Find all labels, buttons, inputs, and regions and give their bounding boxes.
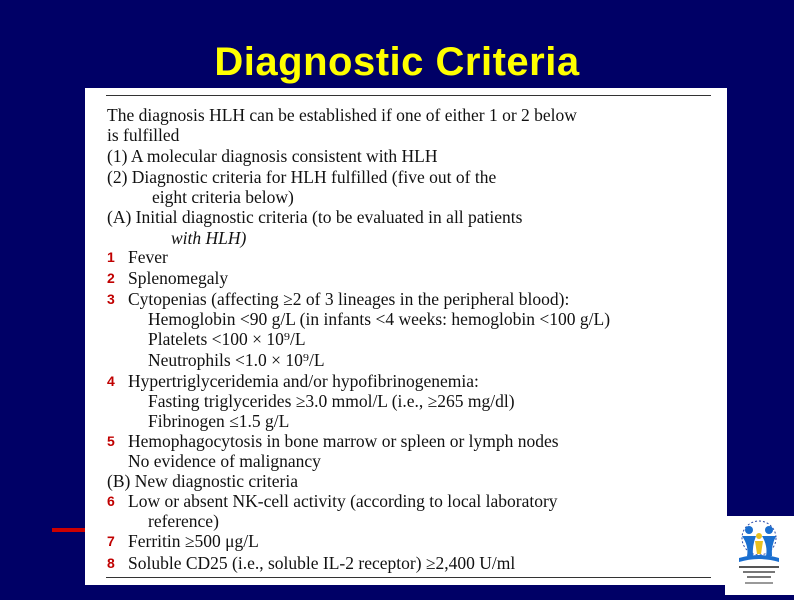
criteria-line: is fulfilled — [107, 125, 180, 145]
criterion-number: 6 — [107, 493, 115, 509]
criteria-line: The diagnosis HLH can be established if one of either 1 or 2 below — [107, 105, 577, 125]
criteria-line: Cytopenias (affecting ≥2 of 3 lineages in the peripheral blood): — [128, 289, 570, 309]
criteria-line: Ferritin ≥500 μg/L — [128, 531, 259, 551]
criteria-line: reference) — [148, 511, 219, 531]
criterion-number: 3 — [107, 291, 115, 307]
criteria-line: (2) Diagnostic criteria for HLH fulfilled (five out of the — [107, 167, 497, 187]
top-rule — [106, 95, 711, 96]
criteria-panel — [85, 88, 727, 585]
criteria-line: No evidence of malignancy — [128, 451, 321, 471]
criteria-line: Soluble CD25 (i.e., soluble IL-2 receptor) ≥2,400 U/ml — [128, 553, 516, 573]
criteria-line: (B) New diagnostic criteria — [107, 471, 298, 491]
criteria-line: Hemophagocytosis in bone marrow or spleen or lymph nodes — [128, 431, 559, 451]
criteria-line: Platelets <100 × 10⁹/L — [148, 329, 306, 349]
bottom-rule — [106, 577, 711, 578]
criterion-number: 7 — [107, 533, 115, 549]
slide-title: Diagnostic Criteria — [214, 40, 580, 84]
criteria-line: (A) Initial diagnostic criteria (to be evaluated in all patients — [107, 207, 523, 227]
criterion-number: 2 — [107, 270, 115, 286]
criteria-line: eight criteria below) — [152, 187, 294, 207]
criterion-number: 4 — [107, 373, 115, 389]
criteria-line: Hypertriglyceridemia and/or hypofibrinogenemia: — [128, 371, 479, 391]
criteria-line: Hemoglobin <90 g/L (in infants <4 weeks: hemoglobin <100 g/L) — [148, 309, 611, 329]
criteria-line: Splenomegaly — [128, 268, 229, 288]
criteria-line: Fever — [128, 247, 168, 267]
criteria-line: with HLH) — [171, 228, 247, 248]
criterion-number: 1 — [107, 249, 115, 265]
criteria-line: Low or absent NK-cell activity (according to local laboratory — [128, 491, 558, 511]
criteria-line: (1) A molecular diagnosis consistent with HLH — [107, 146, 438, 166]
criterion-number: 8 — [107, 555, 115, 571]
criteria-line: Fasting triglycerides ≥3.0 mmol/L (i.e., ≥265 mg/dl) — [148, 391, 515, 411]
criteria-line: Neutrophils <1.0 × 10⁹/L — [148, 350, 325, 370]
criteria-line: Fibrinogen ≤1.5 g/L — [148, 411, 290, 431]
university-logo-icon — [725, 516, 794, 595]
criterion-number: 5 — [107, 433, 115, 449]
